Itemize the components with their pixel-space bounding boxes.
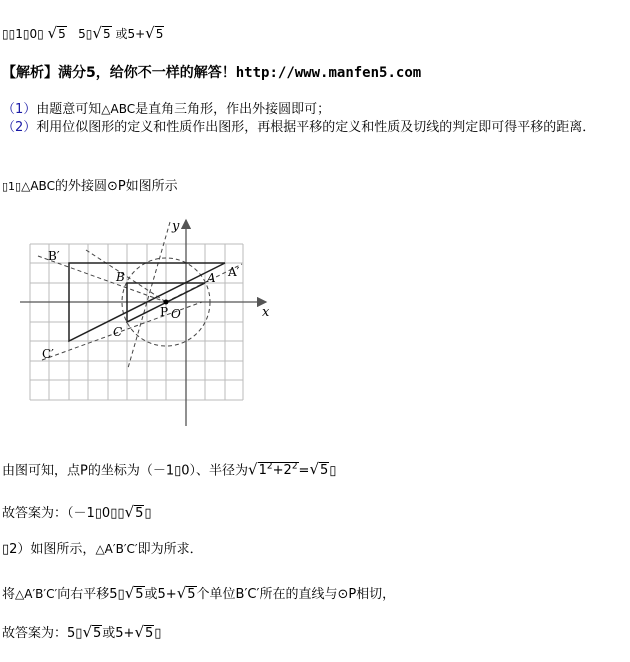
analysis-p2: [2, 119, 614, 137]
geometry-figure: [20, 218, 280, 430]
analysis-header: [2, 64, 421, 82]
solution2-line: [2, 540, 203, 559]
analysis-p1: [2, 100, 330, 119]
sqrt-5: √5: [82, 623, 102, 641]
solution1-line: [2, 177, 178, 196]
sqrt-5: √5: [124, 503, 144, 521]
item-num: （1）: [2, 102, 37, 117]
sqrt-expression: $√1^2+2^2$: [248, 460, 298, 479]
answer2-text-b: 或5+: [102, 626, 135, 641]
triangle-abc: △ABC: [21, 179, 55, 193]
end-char: ▯: [144, 506, 152, 521]
sqrt-5: √5: [309, 460, 329, 479]
result1-text: 由图可知，点P的坐标为（－1▯0）、半径为: [2, 463, 249, 479]
sqrt-5: √5: [92, 24, 111, 42]
answer1-line: [2, 503, 152, 523]
end-char: ▯: [329, 463, 337, 479]
analysis-header-label: 【解析】满分5，给你不一样的解答！: [2, 65, 236, 81]
item-num: （2）: [2, 120, 37, 135]
sol2-text: 即为所求．: [137, 542, 203, 557]
top-or: 或5+: [115, 27, 146, 41]
triangle-a1b1c1: △A′B′C′: [95, 542, 138, 556]
point-p: [164, 300, 169, 305]
sqrt-5: √5: [145, 24, 164, 42]
label-b: B: [116, 270, 125, 284]
top-answer-line: [2, 24, 164, 43]
sqrt-5: √5: [47, 24, 66, 42]
shift-text-b: 向右平移5▯: [57, 587, 125, 602]
plus: +: [272, 463, 284, 479]
answer1-text: 故答案为：（－1▯0▯▯: [2, 506, 125, 521]
rad-a: 1: [258, 463, 267, 479]
label-p: P: [160, 305, 169, 319]
sol2-prefix: ▯2）如图所示，: [2, 542, 96, 557]
site-url[interactable]: http://www.manfen5.com: [235, 65, 422, 81]
result1-line: [2, 458, 336, 480]
answer2-text-a: 故答案为：5▯: [2, 626, 83, 641]
shift-text-a: 将: [2, 587, 16, 602]
label-c1: C′: [42, 347, 54, 361]
label-x: x: [262, 305, 270, 320]
top-mid: 5▯: [78, 27, 93, 41]
end-char: ▯: [154, 626, 162, 641]
shift-text-d: 个单位B′C′所在的直线与⊙P相切，: [196, 587, 396, 602]
sqrt-5: √5: [124, 584, 144, 602]
exp: 2: [266, 462, 273, 472]
p2-text: 利用位似图形的定义和性质作出图形，再根据平移的定义和性质及切线的判定即可得平移的距离．: [36, 120, 596, 135]
triangle-abc: △ABC: [101, 102, 136, 116]
shift-text-c: 或5+: [144, 587, 177, 602]
label-c: C: [113, 325, 123, 339]
shift-line: [2, 584, 395, 604]
p1-text-a: 由题意可知: [36, 102, 102, 117]
label-y: y: [172, 219, 180, 234]
sol1-prefix: ▯1▯: [2, 180, 22, 193]
label-a: A: [207, 271, 216, 285]
top-prefix: ▯▯1▯0▯: [2, 27, 44, 41]
answer2-line: [2, 623, 161, 643]
sqrt-5: √5: [134, 623, 154, 641]
equals: =: [298, 463, 310, 479]
rad-b: 2: [283, 463, 292, 479]
exp: 2: [291, 462, 298, 472]
label-b1: B′: [48, 249, 60, 263]
triangle-a1b1c1: △A′B′C′: [15, 587, 58, 601]
label-a1: A′: [228, 265, 240, 279]
label-o: O: [171, 307, 181, 321]
grid: [30, 244, 243, 400]
sqrt-5: √5: [176, 584, 196, 602]
sol1-text: 的外接圆⊙P如图所示: [54, 179, 178, 194]
p1-text-b: 是直角三角形，作出外接圆即可；: [135, 102, 331, 117]
